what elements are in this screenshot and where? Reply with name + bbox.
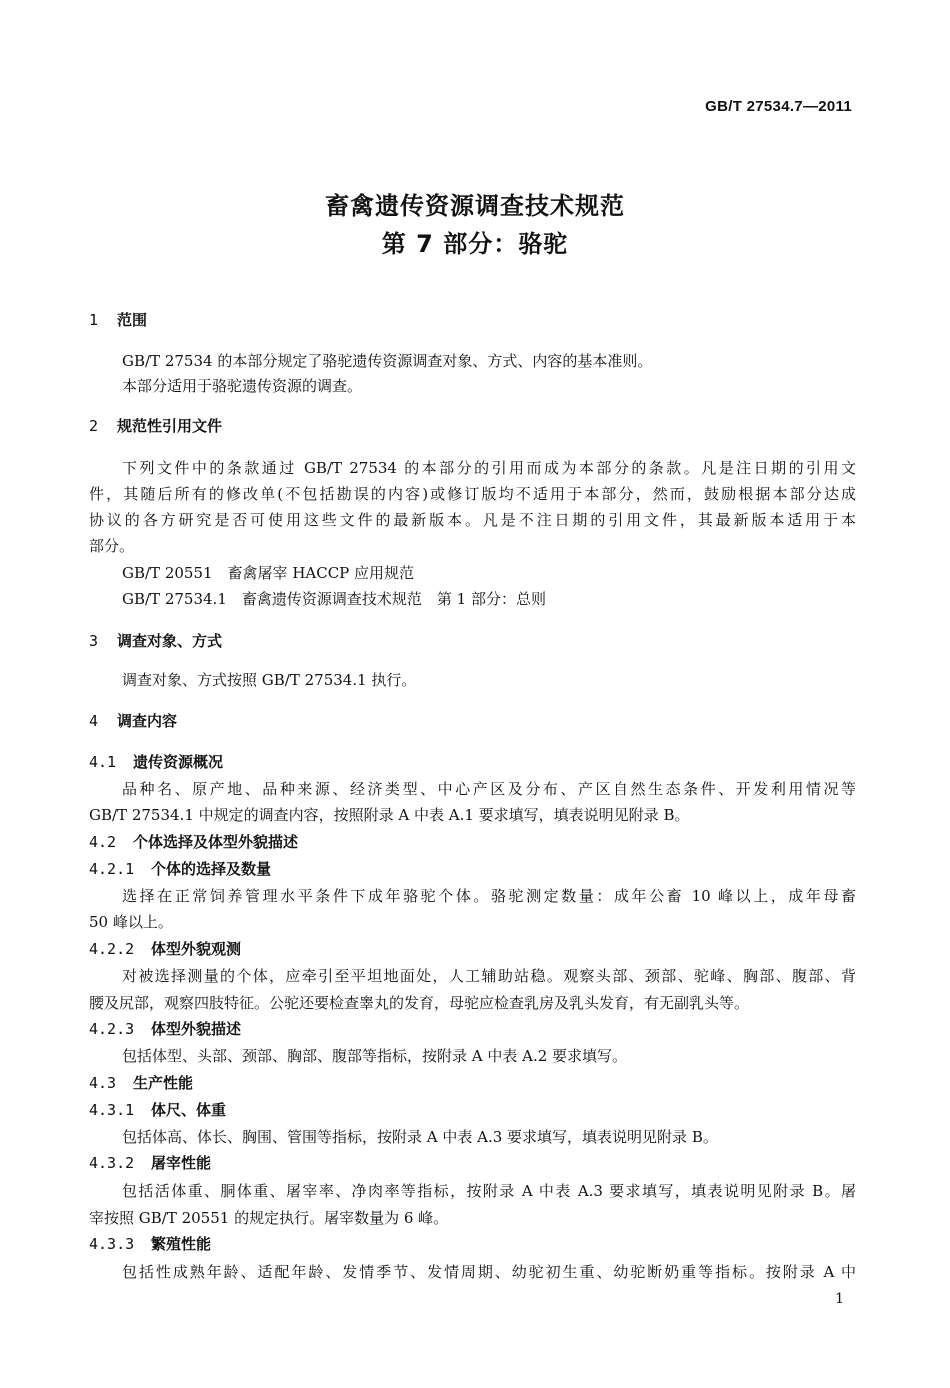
section-number: 4.2 <box>89 833 117 851</box>
section-4-3-1-heading <box>89 1099 226 1120</box>
section-4-3-3-heading <box>89 1233 211 1254</box>
section-4-3-heading <box>89 1072 193 1093</box>
section-number: 4.3.1 <box>89 1101 135 1119</box>
section-title: 体型外貌观测 <box>151 940 242 958</box>
section-4-2-heading <box>89 831 298 852</box>
section-3-heading <box>89 630 222 651</box>
section-number: 2 <box>89 417 99 435</box>
section-title: 调查内容 <box>117 712 178 730</box>
reference-item: GB/T 27534.1 畜禽遗传资源调查技术规范 第 1 部分：总则 <box>122 590 546 608</box>
section-title: 遗传资源概况 <box>133 753 224 771</box>
paragraph-line: 选择在正常饲养管理水平条件下成年骆驼个体。骆驼测定数量：成年公畜 10 峰以上，成年母畜 <box>122 887 856 905</box>
section-4-3-2-heading <box>89 1152 211 1173</box>
document-subtitle: 第 7 部分：骆驼 <box>381 230 569 258</box>
paragraph-line: 包括性成熟年龄、适配年龄、发情季节、发情周期、幼驼初生重、幼驼断奶重等指标。按附录 A 中 <box>122 1263 856 1281</box>
paragraph-line: 宰按照 GB/T 20551 的规定执行。屠宰数量为 6 峰。 <box>89 1209 449 1227</box>
section-number: 1 <box>89 311 99 329</box>
section-number: 4.2.1 <box>89 860 135 878</box>
section-4-2-1-heading <box>89 858 271 879</box>
paragraph-line: 件，其随后所有的修改单(不包括勘误的内容)或修订版均不适用于本部分，然而，鼓励根据本部分达成 <box>89 485 856 503</box>
section-number: 4.2.2 <box>89 940 135 958</box>
paragraph: 调查对象、方式按照 GB/T 27534.1 执行。 <box>122 671 417 689</box>
section-title: 调查对象、方式 <box>117 632 223 650</box>
section-title: 范围 <box>117 311 148 329</box>
section-title: 屠宰性能 <box>151 1154 212 1172</box>
section-title: 生产性能 <box>133 1074 194 1092</box>
section-number: 3 <box>89 632 99 650</box>
section-title: 繁殖性能 <box>151 1235 212 1253</box>
section-title: 个体选择及体型外貌描述 <box>133 833 299 851</box>
section-4-2-3-heading <box>89 1018 241 1039</box>
paragraph-line: GB/T 27534.1 中规定的调查内容，按照附录 A 中表 A.1 要求填写，填表说明见附录 B。 <box>89 806 690 824</box>
paragraph-line: 下列文件中的条款通过 GB/T 27534 的本部分的引用而成为本部分的条款。凡是注日期的引用文 <box>122 459 856 477</box>
section-title: 规范性引用文件 <box>117 417 223 435</box>
section-number: 4 <box>89 712 99 730</box>
section-2-heading <box>89 415 222 436</box>
reference-item: GB/T 20551 畜禽屠宰 HACCP 应用规范 <box>122 564 415 582</box>
section-number: 4.2.3 <box>89 1020 135 1038</box>
section-number: 4.3.3 <box>89 1235 135 1253</box>
section-1-heading <box>89 309 147 330</box>
section-4-heading <box>89 710 177 731</box>
paragraph: GB/T 27534 的本部分规定了骆驼遗传资源调查对象、方式、内容的基本准则。 <box>122 352 653 370</box>
paragraph-line: 部分。 <box>89 537 135 555</box>
section-number: 4.3 <box>89 1074 117 1092</box>
paragraph-line: 包括体高、体长、胸围、管围等指标，按附录 A 中表 A.3 要求填写，填表说明见附录 B。 <box>122 1128 718 1146</box>
section-4-1-heading <box>89 751 223 772</box>
section-number: 4.1 <box>89 753 117 771</box>
paragraph: 本部分适用于骆驼遗传资源的调查。 <box>122 377 363 395</box>
section-title: 个体的选择及数量 <box>151 860 272 878</box>
section-4-2-2-heading <box>89 938 241 959</box>
paragraph-line: 50 峰以上。 <box>89 913 173 931</box>
paragraph-line: 包括活体重、胴体重、屠宰率、净肉率等指标，按附录 A 中表 A.3 要求填写，填表说明见附录 B。屠 <box>122 1182 856 1200</box>
paragraph-line: 腰及尻部，观察四肢特征。公驼还要检查睾丸的发育，母驼应检查乳房及乳头发育，有无副乳头等。 <box>89 994 750 1012</box>
section-number: 4.3.2 <box>89 1154 135 1172</box>
paragraph-line: 品种名、原产地、品种来源、经济类型、中心产区及分布、产区自然生态条件、开发利用情况等 <box>122 780 856 798</box>
section-title: 体尺、体重 <box>151 1101 227 1119</box>
paragraph-line: 协议的各方研究是否可使用这些文件的最新版本。凡是不注日期的引用文件，其最新版本适用于本 <box>89 511 856 529</box>
document-title: 畜禽遗传资源调查技术规范 <box>325 192 625 220</box>
standard-code: GB/T 27534.7—2011 <box>705 98 852 115</box>
paragraph-line: 对被选择测量的个体，应牵引至平坦地面处，人工辅助站稳。观察头部、颈部、驼峰、胸部、腹部、背 <box>122 967 856 985</box>
page-number: 1 <box>835 1291 844 1307</box>
section-title: 体型外貌描述 <box>151 1020 242 1038</box>
paragraph-line: 包括体型、头部、颈部、胸部、腹部等指标，按附录 A 中表 A.2 要求填写。 <box>122 1047 628 1065</box>
